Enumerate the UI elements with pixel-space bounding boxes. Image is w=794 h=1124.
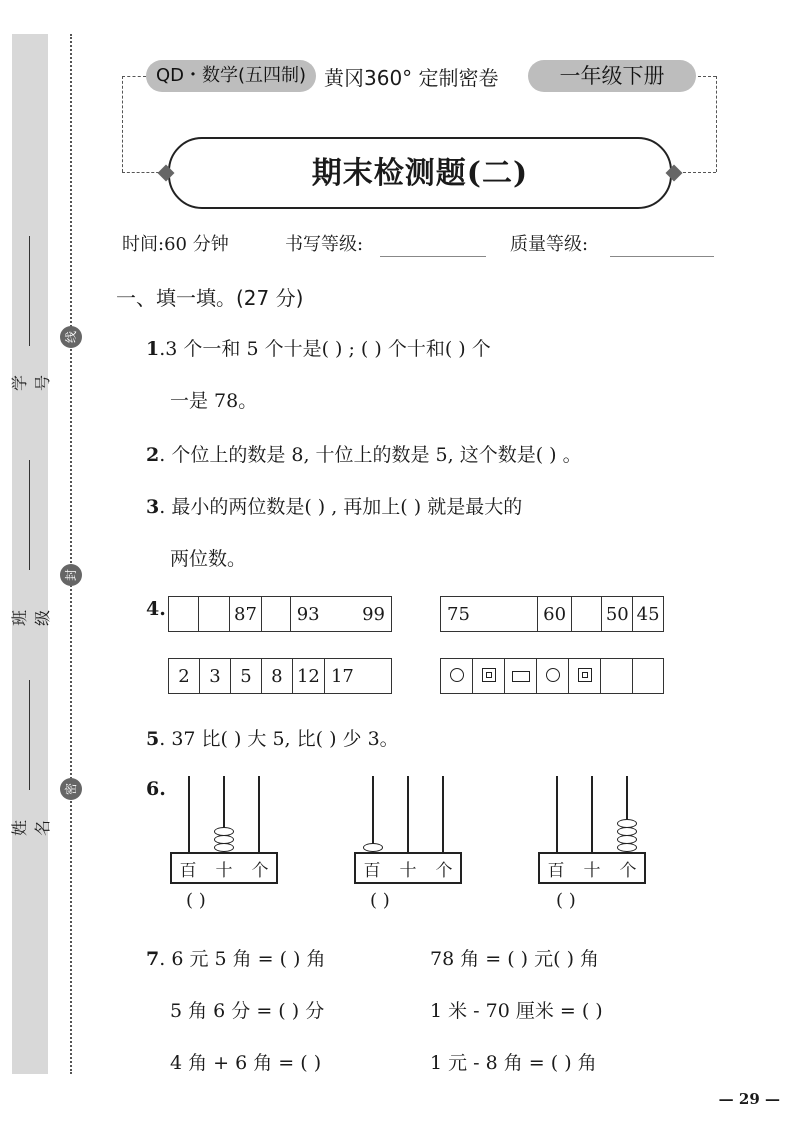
question-4-number: 4. <box>146 598 166 620</box>
question-7-line-3b: 1 元 - 8 角 = ( ) 角 <box>430 1052 597 1074</box>
question-5 <box>146 724 399 751</box>
abacus-labels <box>170 856 278 881</box>
table-cell: 87 <box>229 597 261 632</box>
header-dash-left-vertical <box>122 76 123 172</box>
table-cell[interactable] <box>262 597 291 632</box>
abacus-rod-tens <box>591 776 593 854</box>
table-cell-blank[interactable] <box>632 659 663 694</box>
sequence-table-1 <box>168 596 392 632</box>
abacus-rod-ones <box>442 776 444 854</box>
quality-grade-blank[interactable] <box>610 256 714 257</box>
question-1-continued: 一是 78。 <box>170 390 258 412</box>
table-cell-blank[interactable] <box>601 659 632 694</box>
table-cell[interactable] <box>498 597 537 632</box>
place-hundreds: 百 <box>547 861 565 881</box>
question-1 <box>146 334 491 361</box>
question-text: . 6 元 5 角 = ( ) 角 <box>159 948 326 970</box>
question-3-continued: 两位数。 <box>170 548 247 570</box>
time-limit: 时间:60 分钟 <box>122 234 229 255</box>
name-label: 姓名 <box>10 820 52 837</box>
seal-line-mark: 线 <box>60 326 82 348</box>
circle-shape <box>546 668 560 682</box>
header-dash-right-vertical <box>716 76 717 172</box>
abacus-2 <box>354 776 462 886</box>
student-id-label: 学号 <box>10 375 52 392</box>
question-number: 3 <box>146 496 160 518</box>
table-cell: 2 <box>169 659 200 694</box>
writing-grade-label: 书写等级: <box>285 234 364 255</box>
series-badge: QD・数学(五四制) <box>146 60 316 92</box>
cut-line <box>70 34 72 1074</box>
page-title: 期末检测题(二) <box>311 156 529 191</box>
abacus-rod-hundreds <box>556 776 558 854</box>
class-label: 班级 <box>10 610 52 627</box>
table-cell: 12 <box>292 659 324 694</box>
section-heading: 一、填一填。(27 分) <box>116 286 304 310</box>
abacus-3-answer[interactable]: ( ) <box>556 890 576 911</box>
table-cell: 45 <box>633 597 664 632</box>
question-7 <box>146 944 326 971</box>
abacus-1-answer[interactable]: ( ) <box>186 890 206 911</box>
question-text: . 个位上的数是 8, 十位上的数是 5, 这个数是( ) 。 <box>159 444 582 466</box>
question-7-line-2a: 5 角 6 分 = ( ) 分 <box>170 1000 325 1022</box>
place-ones: 个 <box>435 861 453 881</box>
abacus-labels <box>538 856 646 881</box>
table-cell: 3 <box>199 659 230 694</box>
question-text: .3 个一和 5 个十是( ) ; ( ) 个十和( ) 个 <box>159 338 491 360</box>
question-2 <box>146 440 582 467</box>
table-cell: 8 <box>261 659 292 694</box>
table-cell: 5 <box>230 659 261 694</box>
place-hundreds: 百 <box>179 861 197 881</box>
question-number: 5 <box>146 728 160 750</box>
sequence-table-3 <box>168 658 392 694</box>
writing-grade-blank[interactable] <box>380 256 486 257</box>
table-cell <box>441 659 473 694</box>
square-in-square-shape <box>482 668 496 682</box>
abacus-3 <box>538 776 646 886</box>
place-ones: 个 <box>619 861 637 881</box>
table-cell[interactable] <box>199 597 229 632</box>
seal-secret-mark: 密 <box>60 778 82 800</box>
seal-seal-mark: 封 <box>60 564 82 586</box>
place-tens: 十 <box>215 861 233 881</box>
header-dash-left <box>122 76 146 77</box>
abacus-rod-tens <box>407 776 409 854</box>
place-tens: 十 <box>583 861 601 881</box>
question-number: 7 <box>146 948 160 970</box>
table-cell: 93 <box>290 597 335 632</box>
abacus-bead <box>363 843 383 852</box>
square-in-square-shape <box>578 668 592 682</box>
question-3 <box>146 492 522 519</box>
place-hundreds: 百 <box>363 861 381 881</box>
circle-shape <box>450 668 464 682</box>
table-cell: 75 <box>441 597 499 632</box>
table-cell <box>569 659 601 694</box>
table-cell: 17 <box>324 659 391 694</box>
abacus-bead <box>214 843 234 852</box>
abacus-rod-hundreds <box>188 776 190 854</box>
table-cell <box>537 659 569 694</box>
class-blank[interactable] <box>29 460 30 570</box>
table-cell: 50 <box>602 597 633 632</box>
question-7-line-3a: 4 角 + 6 角 = ( ) <box>170 1052 322 1074</box>
abacus-labels <box>354 856 462 881</box>
question-number: 1 <box>146 338 160 360</box>
grade-badge: 一年级下册 <box>528 60 696 92</box>
abacus-bead <box>617 843 637 852</box>
place-tens: 十 <box>399 861 417 881</box>
student-id-blank[interactable] <box>29 236 30 346</box>
question-7-line-2b: 1 米 - 70 厘米 = ( ) <box>430 1000 603 1022</box>
name-blank[interactable] <box>29 680 30 790</box>
question-text: . 37 比( ) 大 5, 比( ) 少 3。 <box>159 728 399 750</box>
place-ones: 个 <box>251 861 269 881</box>
abacus-1 <box>170 776 278 886</box>
question-7-part-b: 78 角 = ( ) 元( ) 角 <box>430 948 600 970</box>
header-dash-right <box>698 76 716 77</box>
shape-pattern-table <box>440 658 664 694</box>
table-cell: 99 <box>335 597 391 632</box>
question-text: . 最小的两位数是( ) , 再加上( ) 就是最大的 <box>159 496 523 518</box>
brand-text: 黄冈360° 定制密卷 <box>324 66 499 90</box>
table-cell[interactable] <box>572 597 602 632</box>
question-number: 2 <box>146 444 160 466</box>
abacus-rod-ones <box>258 776 260 854</box>
question-6-number: 6. <box>146 778 166 800</box>
page-number: — 29 — <box>718 1090 780 1108</box>
table-cell: 60 <box>537 597 572 632</box>
sequence-table-2 <box>440 596 664 632</box>
binding-margin <box>12 34 48 1074</box>
quality-grade-label: 质量等级: <box>510 234 589 255</box>
table-cell <box>505 659 537 694</box>
table-cell <box>473 659 505 694</box>
table-cell[interactable] <box>169 597 199 632</box>
header-dash-right-bottom <box>678 172 716 173</box>
abacus-2-answer[interactable]: ( ) <box>370 890 390 911</box>
rectangle-shape <box>512 671 530 682</box>
